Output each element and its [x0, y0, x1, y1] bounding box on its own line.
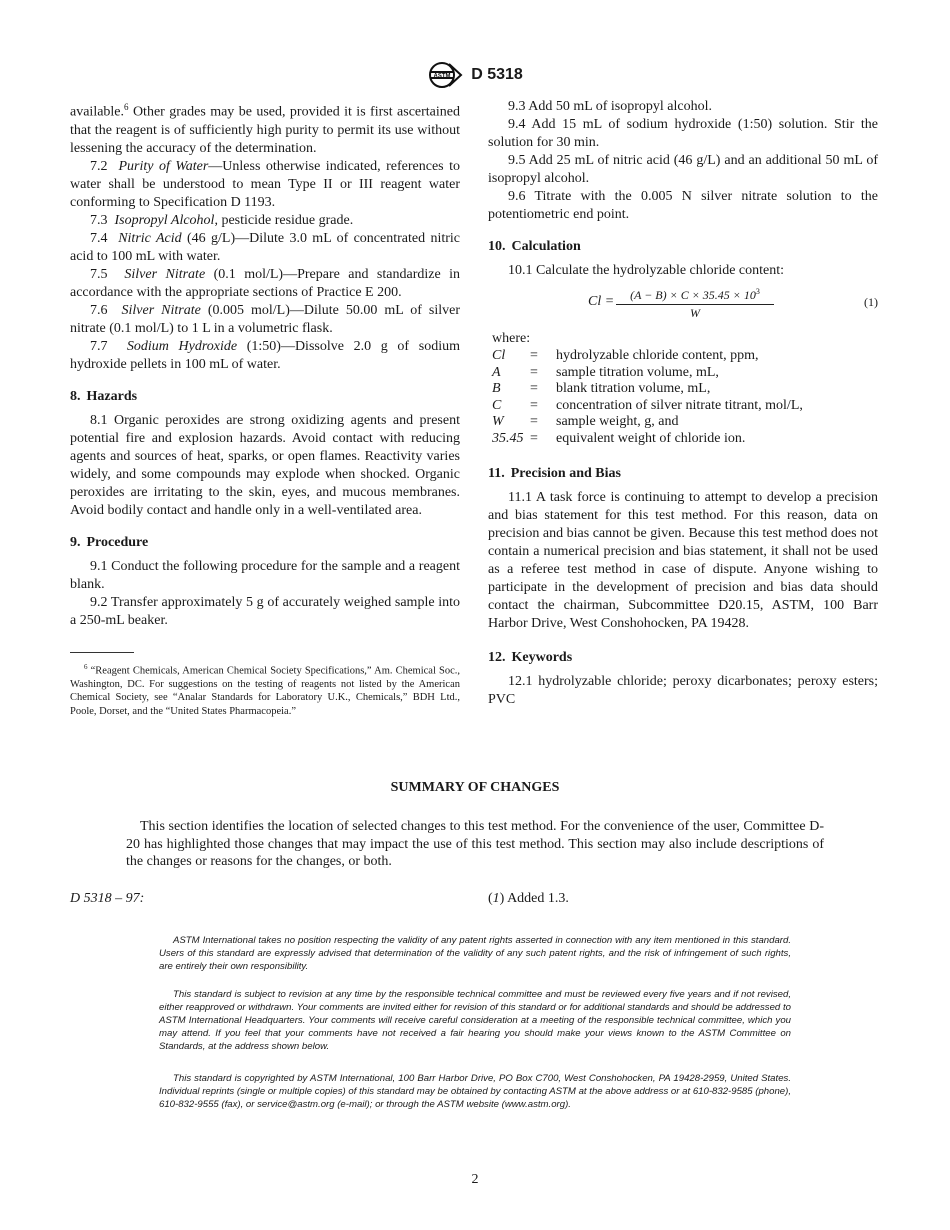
- heading-precision-and-bias: 11. Precision and Bias: [488, 466, 621, 481]
- copyright-notice: This standard is copyrighted by ASTM International, 100 Barr Harbor Drive, PO Box C700, West Conshohocken, PA 19428-2959, United States. Individual reprints (single or multiple copies) of this standard may be obtained by contacting ASTM at the above address or at 610-832-9585 (phone), 610-832-9555 (fax), or service@astm.org (e-mail); or through the ASTM website (www.astm.org).: [159, 1073, 791, 1110]
- section-8-1: 8.1 Organic peroxides are strong oxidizing agents and present potential fire and explosion hazards. Avoid contact with reducing agents and sources of heat, sparks, or open flames. Reactivity varies widely, and some compounds may explode when shocked. Organic peroxides are irritating to the skin, eyes, and mucous membranes. Avoid bodily contact and handle only in a well-ventilated area.: [70, 412, 460, 518]
- standard-code: D 5318: [471, 66, 523, 83]
- footnote-6: $^6$ “Reagent Chemicals, American Chemical Society Specifications,” Am. Chemical Soc., Washington, DC. For suggestions on the testing of reagents not listed by the American Chemical Society, see “Analar Standards for Laboratory U.K., Chemicals,” BDH Ltd., Poole, Dorset, and the “United States Pharmacopeia.”: [70, 662, 460, 717]
- section-9-4: 9.4 Add 15 mL of sodium hydroxide (1:50) solution. Stir the solution for 30 min.: [488, 117, 878, 150]
- right-column: [488, 98, 878, 709]
- equation-number: (1): [864, 295, 878, 309]
- section-10-1: 10.1 Calculate the hydrolyzable chloride content:: [508, 263, 785, 278]
- table-row: C = concentration of silver nitrate titrant, mol/L,: [492, 397, 803, 413]
- equation-denominator: W: [690, 306, 700, 320]
- section-7-5: 7.5 Silver Nitrate (0.1 mol/L)—Prepare and standardize in accordance with the appropriate sections of Practice E 200.: [70, 266, 460, 300]
- section-11-1: 11.1 A task force is continuing to attempt to develop a precision and bias statement for this test method. For this reason, data on precision and bias cannot be given. Because this test method does not contain a numerical precision and bias statement, it shall not be used as a referee test method in case of dispute. Anyone wishing to participate in the development of precision and bias data should contact the chairman, Subcommittee D20.15, ASTM, 100 Barr Harbor Drive, West Conshohocken, PA 19428.: [488, 490, 878, 631]
- table-row: 35.45 = equivalent weight of chloride ion.: [492, 430, 746, 446]
- left-column: [70, 98, 460, 718]
- section-7-4: 7.4 Nitric Acid (46 g/L)—Dilute 3.0 mL of concentrated nitric acid to 100 mL with water.: [70, 230, 460, 264]
- revision-notice: This standard is subject to revision at any time by the responsible technical committee and must be reviewed every five years and if not revised, either reapproved or withdrawn. Your comments are invited either for revision of this standard or for additional standards and should be addressed to ASTM International Headquarters. Your comments will receive careful consideration at a meeting of the responsible technical committee, which you may attend. If you feel that your comments have not received a fair hearing you should make your views known to the ASTM Committee on Standards, at the address shown below.: [159, 989, 791, 1052]
- heading-keywords: 12. Keywords: [488, 650, 573, 665]
- section-9-5: 9.5 Add 25 mL of nitric acid (46 g/L) and an additional 50 mL of isopropyl alcohol.: [488, 153, 878, 186]
- summary-text: This section identifies the location of selected changes to this test method. For the convenience of the user, Committee D-20 has highlighted those changes that may impact the use of this test method. This section may also include descriptions of the changes or reasons for the changes, or both.: [126, 819, 824, 869]
- variable-definitions: [492, 348, 803, 447]
- change-item: (1) Added 1.3.: [488, 891, 569, 906]
- section-12-1: 12.1 hydrolyzable chloride; peroxy dicarbonates; peroxy esters; PVC: [488, 674, 878, 707]
- paragraph-continued: available.$^6$ Other grades may be used, provided it is first ascertained that the reagent is of sufficiently high purity to permit its use without lessening the accuracy of the determination.: [70, 102, 460, 156]
- summary-title: SUMMARY OF CHANGES: [390, 780, 560, 795]
- page-header: [0, 60, 950, 90]
- footnote-divider: [70, 652, 134, 653]
- section-9-1: 9.1 Conduct the following procedure for the sample and a reagent blank.: [70, 558, 460, 592]
- section-9-2: 9.2 Transfer approximately 5 g of accurately weighed sample into a 250-mL beaker.: [70, 594, 460, 628]
- astm-logo-icon: [427, 60, 463, 90]
- page-number: 2: [471, 1172, 479, 1187]
- section-7-6: 7.6 Silver Nitrate (0.005 mol/L)—Dilute 50.00 mL of silver nitrate (0.1 mol/L) to 1 L in a volumetric flask.: [70, 302, 461, 336]
- section-7-3: 7.3 Isopropyl Alcohol, pesticide residue grade.: [90, 212, 354, 228]
- table-row: A = sample titration volume, mL,: [492, 364, 719, 380]
- patent-notice: ASTM International takes no position respecting the validity of any patent rights asserted in connection with any item mentioned in this standard. Users of this standard are expressly advised that determination of the validity of any such patent rights, and the risk of infringement of such rights, are entirely their own responsibility.: [159, 935, 791, 972]
- where-label: where:: [492, 331, 531, 346]
- equation-1: [488, 284, 878, 320]
- equation-lhs: Cl =: [588, 294, 615, 309]
- section-7-7: 7.7 Sodium Hydroxide (1:50)—Dissolve 2.0 g of sodium hydroxide pellets in 100 mL of water.: [70, 338, 460, 372]
- section-7-2: 7.2 Purity of Water—Unless otherwise indicated, references to water shall be understood to mean Type II or III reagent water conforming to Specification D 1193.: [70, 158, 460, 210]
- table-row: W = sample weight, g, and: [492, 414, 679, 429]
- heading-calculation: 10. Calculation: [488, 239, 581, 254]
- table-row: B = blank titration volume, mL,: [492, 381, 711, 396]
- heading-procedure: 9. Procedure: [70, 534, 149, 550]
- equation-numerator: $(A - B) \times C \times 35.45 \times 10^3$: [616, 284, 774, 305]
- section-9-6: 9.6 Titrate with the 0.005 N silver nitrate solution to the potentiometric end point.: [488, 189, 878, 222]
- section-9-3: 9.3 Add 50 mL of isopropyl alcohol.: [508, 99, 713, 114]
- table-row: Cl = hydrolyzable chloride content, ppm,: [492, 348, 759, 363]
- change-label: D 5318 – 97:: [70, 891, 145, 906]
- equation-fraction: [616, 284, 774, 321]
- heading-hazards: 8. Hazards: [70, 388, 138, 404]
- svg-text:ASTM: ASTM: [433, 73, 451, 80]
